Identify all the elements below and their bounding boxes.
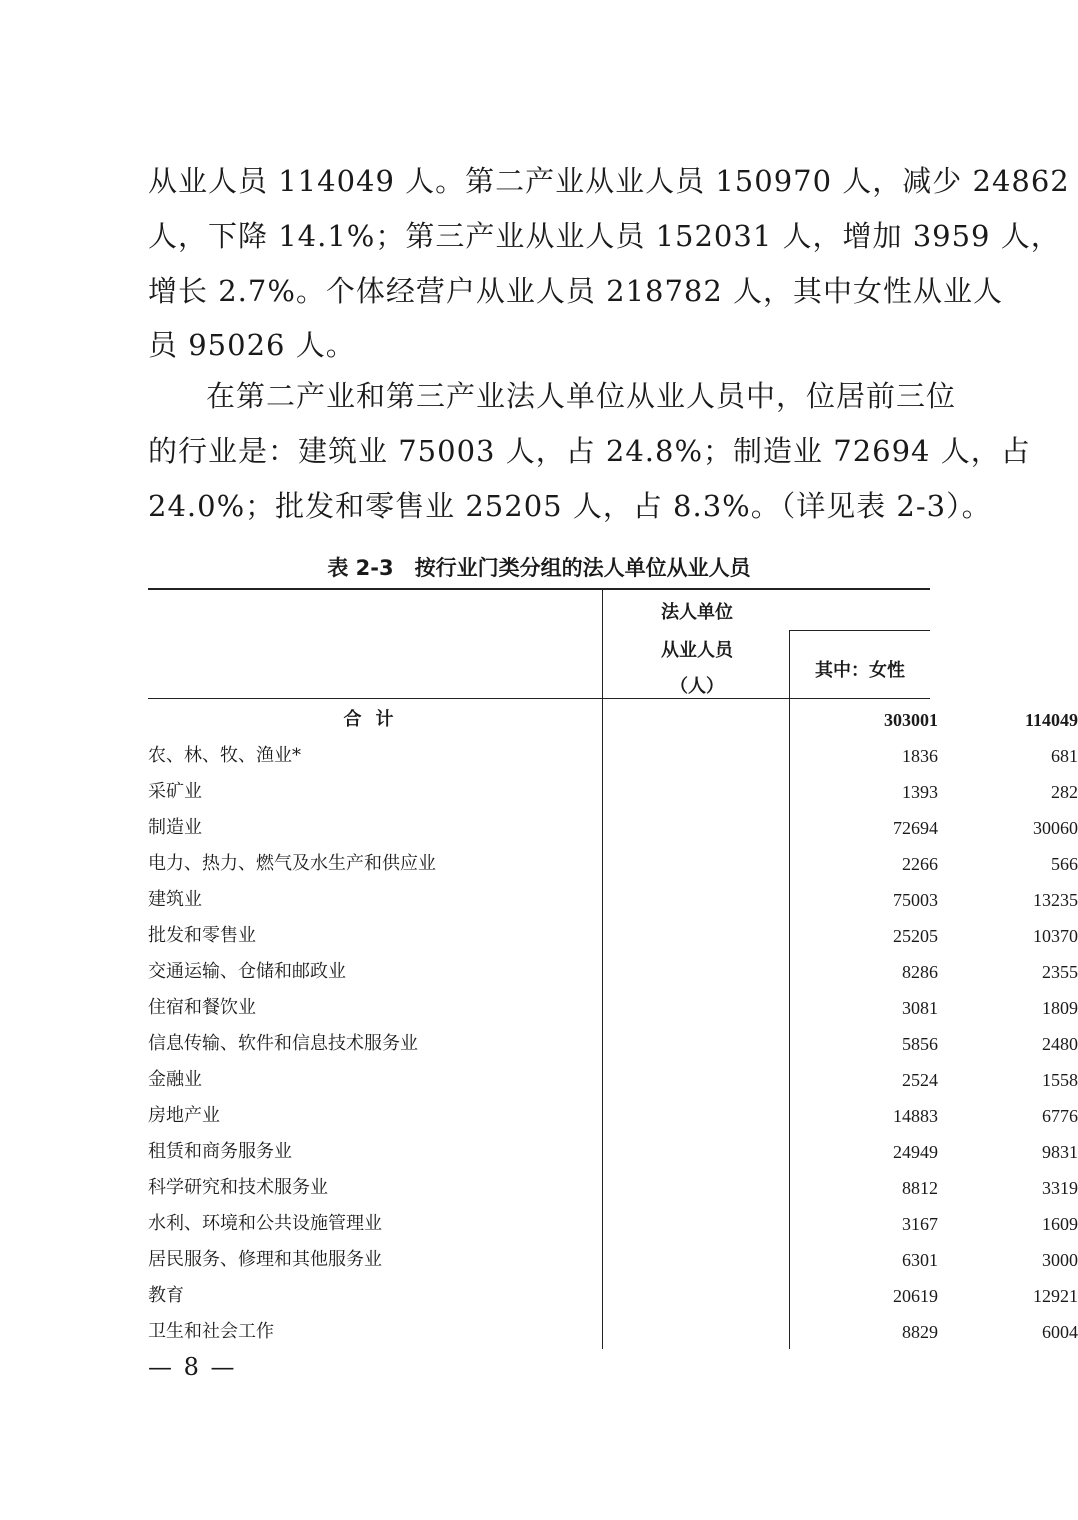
row-label: 金融业 — [148, 1069, 202, 1090]
table-row — [148, 1134, 1078, 1170]
row-female: 30060 — [1033, 818, 1078, 838]
paragraph2-line-3: 24.0%；批发和零售业 25205 人，占 8.3%。（详见表 2-3）。 — [148, 489, 992, 523]
table-row — [148, 882, 1078, 918]
table-row — [148, 738, 1078, 774]
row-label: 电力、热力、燃气及水生产和供应业 — [148, 853, 436, 874]
row-female: 566 — [1051, 854, 1078, 874]
table-caption: 表 2-3 按行业门类分组的法人单位从业人员 — [327, 556, 751, 580]
header-col1-line1: 法人单位 — [661, 602, 733, 623]
page-number: — 8 — — [148, 1353, 237, 1381]
table-row — [148, 1062, 1078, 1098]
row-label: 租赁和商务服务业 — [148, 1141, 292, 1162]
table-row — [148, 1026, 1078, 1062]
table-row — [148, 1242, 1078, 1278]
row-label: 教育 — [148, 1285, 184, 1306]
row-female: 6004 — [1042, 1322, 1078, 1342]
header-col1-line3: （人） — [670, 676, 724, 697]
row-value: 2524 — [902, 1070, 938, 1090]
row-female: 681 — [1051, 746, 1078, 766]
row-label: 交通运输、仓储和邮政业 — [148, 961, 346, 982]
row-value: 2266 — [902, 854, 938, 874]
table-row — [148, 954, 1078, 990]
row-label: 农、林、牧、渔业* — [148, 745, 301, 766]
row-value: 6301 — [902, 1250, 938, 1270]
row-label: 合计 — [343, 709, 408, 730]
paragraph1-line-3: 增长 2.7%。个体经营户从业人员 218782 人，其中女性从业人 — [148, 274, 1004, 308]
row-female: 1558 — [1042, 1070, 1078, 1090]
row-female: 3319 — [1042, 1178, 1078, 1198]
row-label: 住宿和餐饮业 — [148, 997, 256, 1018]
table-row — [148, 810, 1078, 846]
table-row — [148, 774, 1078, 810]
paragraph2-line-2: 的行业是：建筑业 75003 人，占 24.8%；制造业 72694 人，占 — [148, 434, 1031, 468]
header-col1-line2: 从业人员 — [661, 640, 733, 661]
table-row-total — [148, 702, 1078, 738]
paragraph1-line-1: 从业人员 114049 人。第二产业从业人员 150970 人，减少 24862 — [148, 164, 1070, 198]
table-top-rule — [148, 588, 930, 590]
header-bottom-rule — [148, 698, 930, 699]
row-female: 282 — [1051, 782, 1078, 802]
row-female: 13235 — [1033, 890, 1078, 910]
row-value: 25205 — [893, 926, 938, 946]
table-row — [148, 846, 1078, 882]
row-value: 5856 — [902, 1034, 938, 1054]
paragraph2-line-1: 在第二产业和第三产业法人单位从业人员中，位居前三位 — [206, 379, 957, 413]
row-label: 卫生和社会工作 — [148, 1321, 274, 1342]
row-female: 1609 — [1042, 1214, 1078, 1234]
row-label: 批发和零售业 — [148, 925, 256, 946]
paragraph1-line-2: 人，下降 14.1%；第三产业从业人员 152031 人，增加 3959 人， — [148, 219, 1061, 253]
row-label: 居民服务、修理和其他服务业 — [148, 1249, 382, 1270]
paragraph1-line-4: 员 95026 人。 — [148, 328, 356, 362]
table-row — [148, 1206, 1078, 1242]
row-value: 72694 — [893, 818, 938, 838]
row-value: 1393 — [902, 782, 938, 802]
row-value: 1836 — [902, 746, 938, 766]
row-female: 114049 — [1024, 710, 1078, 730]
table-row — [148, 1278, 1078, 1314]
row-female: 2480 — [1042, 1034, 1078, 1054]
row-label: 建筑业 — [148, 889, 202, 910]
row-label: 科学研究和技术服务业 — [148, 1177, 328, 1198]
table-row — [148, 1170, 1078, 1206]
row-female: 6776 — [1042, 1106, 1078, 1126]
row-value: 8286 — [902, 962, 938, 982]
row-female: 1809 — [1042, 998, 1078, 1018]
row-female: 12921 — [1033, 1286, 1078, 1306]
row-label: 采矿业 — [148, 781, 202, 802]
header-col2: 其中：女性 — [815, 660, 905, 681]
row-female: 9831 — [1042, 1142, 1078, 1162]
row-value: 20619 — [893, 1286, 938, 1306]
row-female: 2355 — [1042, 962, 1078, 982]
row-value: 8812 — [902, 1178, 938, 1198]
row-female: 10370 — [1033, 926, 1078, 946]
row-value: 3081 — [902, 998, 938, 1018]
row-label: 水利、环境和公共设施管理业 — [148, 1213, 382, 1234]
row-value: 8829 — [902, 1322, 938, 1342]
table-row — [148, 990, 1078, 1026]
row-female: 3000 — [1042, 1250, 1078, 1270]
table-row — [148, 1098, 1078, 1134]
row-value: 14883 — [893, 1106, 938, 1126]
row-value: 303001 — [884, 710, 938, 730]
row-label: 房地产业 — [148, 1105, 220, 1126]
header-subrule — [789, 630, 930, 631]
row-value: 24949 — [893, 1142, 938, 1162]
row-value: 75003 — [893, 890, 938, 910]
table-row — [148, 918, 1078, 954]
row-label: 制造业 — [148, 817, 202, 838]
row-label: 信息传输、软件和信息技术服务业 — [148, 1033, 418, 1054]
row-value: 3167 — [902, 1214, 938, 1234]
table-row — [148, 1314, 1078, 1350]
